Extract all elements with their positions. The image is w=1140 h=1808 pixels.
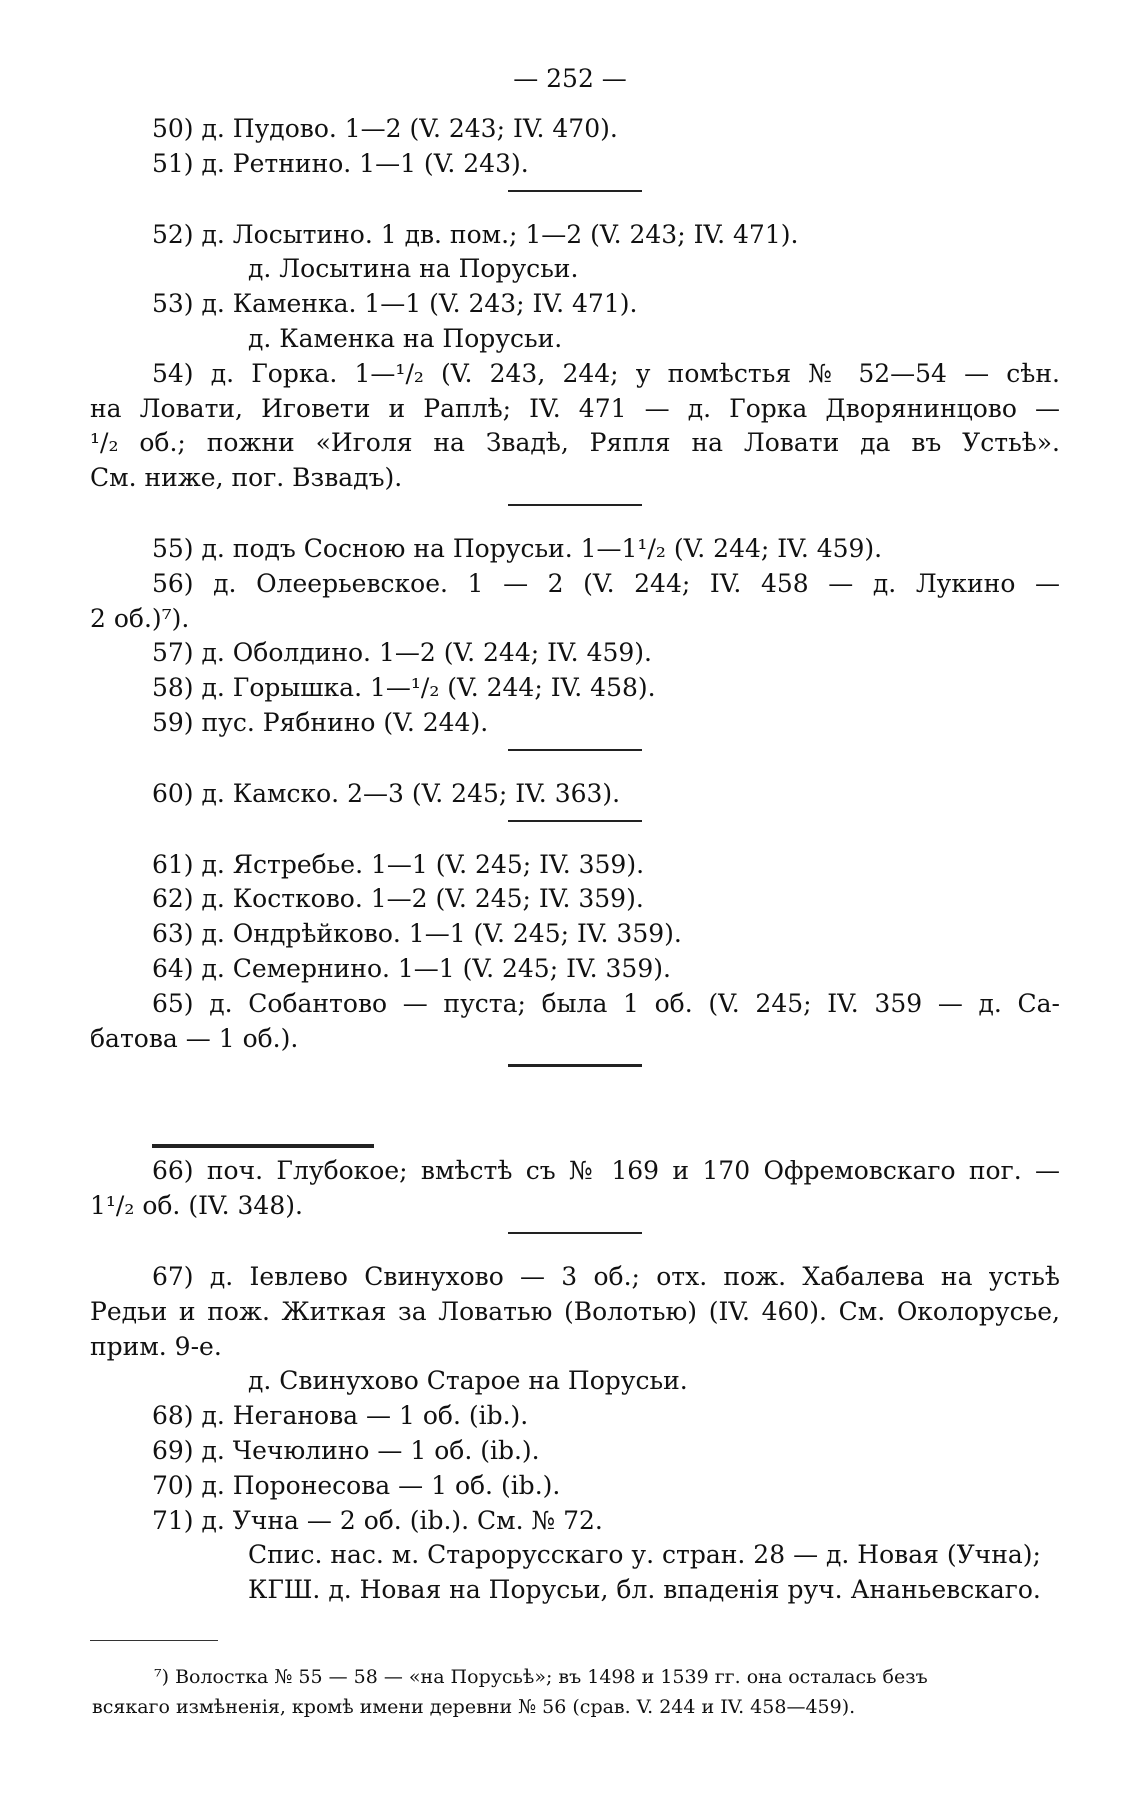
entry-62: 62) д. Костково. 1—2 (V. 245; IV. 359). (152, 884, 644, 914)
entry-54-line-3: ¹/₂ об.; пожни «Иголя на Звадѣ, Ряпля на Ловати да въ Устьѣ». (90, 428, 1060, 458)
entry-61: 61) д. Ястребье. 1—1 (V. 245; IV. 359). (152, 849, 645, 879)
entry-60: 60) д. Камско. 2—3 (V. 245; IV. 363). (152, 778, 621, 808)
entry-67-line-3: прим. 9-е. (90, 1331, 222, 1361)
section-divider (90, 496, 1060, 532)
entry-63: 63) д. Ондрѣйково. 1—1 (V. 245; IV. 359). (152, 919, 682, 949)
section-divider (90, 1056, 1060, 1092)
entry-71-note-2: КГШ. д. Новая на Порусьи, бл. впаденія руч. Ананьевскаго. (248, 1575, 1041, 1605)
entry-59: 59) пус. Рябнино (V. 244). (152, 707, 489, 737)
entry-65-line-2: батова — 1 об.). (90, 1023, 299, 1053)
entry-53-note: д. Каменка на Порусьи. (248, 323, 563, 353)
entry-54-line-1: 54) д. Горка. 1—¹/₂ (V. 243, 244; у помѣстья № 52—54 — сѣн. (152, 358, 1060, 388)
entry-57: 57) д. Оболдино. 1—2 (V. 244; IV. 459). (152, 638, 652, 668)
entry-67-line-2: Редьи и пож. Житкая за Ловатью (Волотью) (IV. 460). См. Околорусье, (90, 1296, 1060, 1326)
entry-66-line-1: 66) поч. Глубокое; вмѣстѣ съ № 169 и 170 Офремовскаго пог. — (152, 1156, 1060, 1186)
entry-50: 50) д. Пудово. 1—2 (V. 243; IV. 470). (152, 114, 618, 143)
footnote (92, 1662, 1062, 1722)
entry-58: 58) д. Горышка. 1—¹/₂ (V. 244; IV. 458). (152, 673, 656, 703)
footnote-line-2: всякаго измѣненія, кромѣ имени деревни № 56 (срав. V. 244 и IV. 458—459). (92, 1696, 856, 1718)
entry-71-note-1: Спис. нас. м. Старорусскаго у. стран. 28 — д. Новая (Учна); (248, 1540, 1041, 1570)
entry-68: 68) д. Неганова — 1 об. (ib.). (152, 1401, 529, 1431)
entry-56-line-2: 2 об.)⁷). (90, 603, 190, 633)
entry-52: 52) д. Лосытино. 1 дв. пом.; 1—2 (V. 243; IV. 471). (152, 219, 799, 249)
section-divider (90, 741, 1060, 777)
section-heading (90, 1102, 1060, 1154)
entry-71: 71) д. Учна — 2 об. (ib.). См. № 72. (152, 1505, 603, 1535)
page-number: — 252 — (513, 64, 627, 93)
entry-52-note: д. Лосытина на Порусьи. (248, 254, 579, 284)
section-divider (90, 1224, 1060, 1260)
section-divider (90, 182, 1060, 218)
section-divider (90, 812, 1060, 848)
entry-65-line-1: 65) д. Собантово — пуста; была 1 об. (V. 245; IV. 359 — д. Са- (152, 988, 1060, 1018)
heading-underline (152, 1144, 374, 1148)
footnote-rule (90, 1640, 218, 1641)
footnote-line-1: ⁷) Волостка № 55 — 58 — «на Порусьѣ»; въ 1498 и 1539 гг. она осталась безъ (154, 1666, 928, 1688)
entry-66-line-2: 1¹/₂ об. (IV. 348). (90, 1191, 303, 1221)
entry-54-line-2: на Ловати, Иговети и Раплѣ; IV. 471 — д. Горка Дворянинцово — (90, 393, 1060, 423)
entry-69: 69) д. Чечюлино — 1 об. (ib.). (152, 1435, 540, 1465)
entry-56-line-1: 56) д. Олеерьевское. 1 — 2 (V. 244; IV. 458 — д. Лукино — (152, 568, 1060, 598)
entry-64: 64) д. Семернино. 1—1 (V. 245; IV. 359). (152, 953, 671, 983)
entry-54-line-4: См. ниже, пог. Взвадъ). (90, 463, 403, 493)
entry-70: 70) д. Поронесова — 1 об. (ib.). (152, 1470, 561, 1500)
entry-53: 53) д. Каменка. 1—1 (V. 243; IV. 471). (152, 289, 638, 319)
entry-67-line-1: 67) д. Іевлево Свинухово — 3 об.; отх. пож. Хабалева на устьѣ (152, 1261, 1060, 1291)
entry-67-note: д. Свинухово Старое на Порусьи. (248, 1366, 688, 1396)
entries-body (90, 112, 1060, 1608)
entry-55: 55) д. подъ Сосною на Порусьи. 1—1¹/₂ (V. 244; IV. 459). (152, 533, 883, 563)
entry-51: 51) д. Ретнино. 1—1 (V. 243). (152, 148, 529, 178)
